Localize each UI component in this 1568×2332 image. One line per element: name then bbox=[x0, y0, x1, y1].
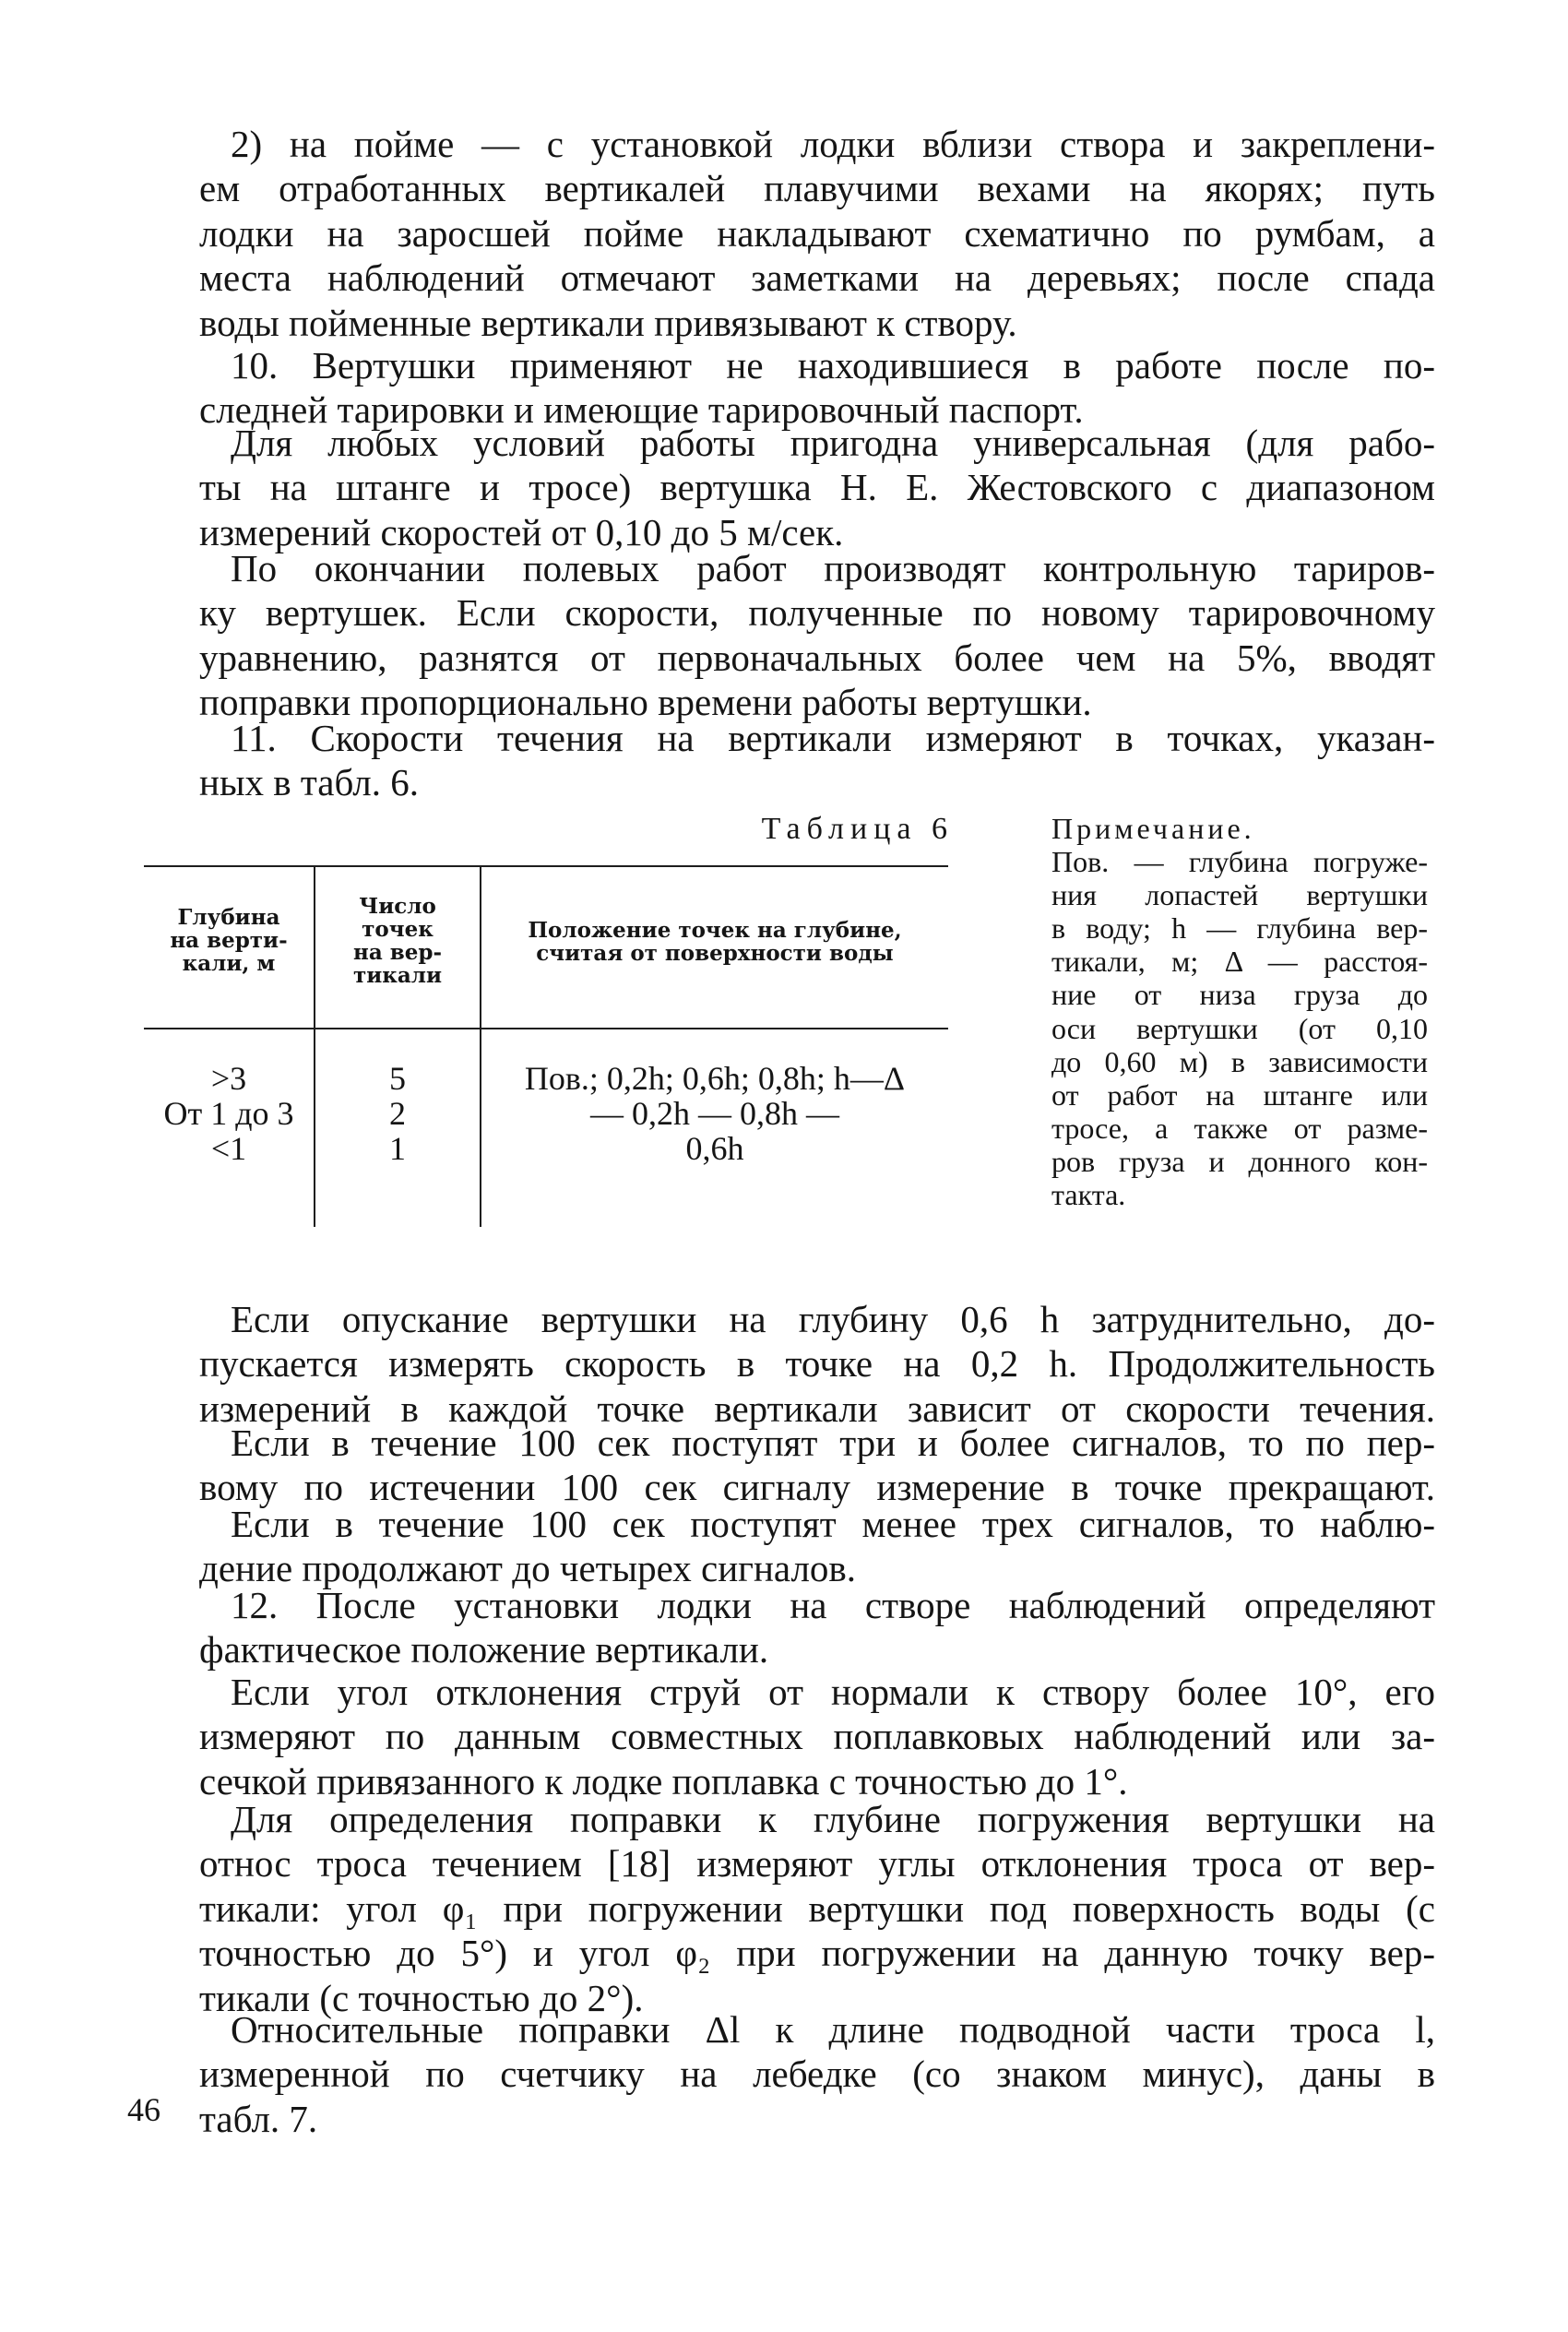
text-line: тикали (с точностью до 2°). bbox=[199, 1976, 644, 2019]
text-line: ем отработанных вертикалей плавучими вехами на якорях; путь bbox=[199, 167, 1435, 210]
text-line: сечкой привязанного к лодке поплавка с точностью до 1°. bbox=[199, 1759, 1128, 1803]
column-count-values bbox=[315, 1061, 480, 1166]
table-rule-top bbox=[144, 865, 948, 867]
text-line: ку вертушек. Если скорости, полученные по новому тарировочному bbox=[199, 591, 1435, 635]
position-value: — 0,2h — 0,8h — bbox=[590, 1095, 839, 1132]
text-line: измеренной по счетчику на лебедке (со знаком минус), даны в bbox=[199, 2052, 1435, 2096]
paragraph-9 bbox=[199, 1583, 1435, 1672]
header-line: Число bbox=[359, 894, 436, 919]
header-line: на верти- bbox=[170, 928, 288, 953]
text-line: 11. Скорости течения на вертикали измеряют в точках, указан- bbox=[231, 717, 1435, 759]
depth-value: <1 bbox=[210, 1130, 247, 1167]
header-line: Глубина bbox=[177, 905, 280, 930]
note-line: до 0,60 м) в зависимости bbox=[1051, 1044, 1428, 1078]
text-line: измерений в каждой точке вертикали зависит от скорости течения. bbox=[199, 1386, 1435, 1430]
note-line: ние от низа груза до bbox=[1051, 978, 1428, 1012]
paragraph-7 bbox=[199, 1421, 1435, 1510]
text-line: 12. После установки лодки на створе наблюдений определяют bbox=[231, 1584, 1435, 1626]
paragraph-2 bbox=[199, 343, 1435, 433]
text-line: относ троса течением [18] измеряют углы отклонения троса от вер- bbox=[199, 1842, 1435, 1886]
text-line: пускается измерять скорость в точке на 0,2 h. Продолжительность bbox=[199, 1342, 1435, 1386]
note-line: ния лопастей вертушки bbox=[1051, 878, 1428, 912]
header-depth bbox=[144, 906, 314, 975]
depth-value: >3 bbox=[210, 1060, 247, 1097]
table-6 bbox=[144, 865, 948, 1227]
text-line: вому по истечении 100 сек сигналу измерение в точке прекращают. bbox=[199, 1466, 1435, 1509]
depth-value: От 1 до 3 bbox=[163, 1095, 294, 1132]
text-line: точностью до 5°) и угол φ₂ при погружении на данную точку вер- bbox=[199, 1932, 1435, 1975]
text-line: табл. 7. bbox=[199, 2097, 318, 2140]
note-line: такта. bbox=[1051, 1178, 1126, 1212]
text-line: следней тарировки и имеющие тарировочный паспорт. bbox=[199, 388, 1084, 432]
text-line: Если опускание вертушки на глубину 0,6 h затруднительно, до- bbox=[231, 1298, 1435, 1340]
note-line: оси вертушки (от 0,10 bbox=[1051, 1011, 1428, 1045]
position-value: 0,6h bbox=[685, 1130, 744, 1167]
table-note bbox=[1051, 812, 1428, 1211]
text-line: Относительные поправки Δl к длине подводной части троса l, bbox=[231, 2008, 1435, 2051]
paragraph-4 bbox=[199, 546, 1435, 725]
table-rule-header bbox=[144, 1028, 948, 1029]
text-line: уравнению, разнятся от первоначальных более чем на 5%, вводят bbox=[199, 636, 1435, 679]
text-line: поправки пропорционально времени работы вертушки. bbox=[199, 681, 1092, 724]
count-value: 1 bbox=[389, 1130, 406, 1167]
text-line: 2) на пойме — с установкой лодки вблизи створа и закреплени- bbox=[231, 123, 1435, 165]
table-caption: Таблица 6 bbox=[761, 812, 954, 846]
text-line: ты на штанге и тросе) вертушка Н. Е. Жестовского с диапазоном bbox=[199, 466, 1435, 509]
text-line: дение продолжают до четырех сигналов. bbox=[199, 1547, 857, 1590]
text-line: Если в течение 100 сек поступят три и более сигналов, то по пер- bbox=[231, 1422, 1435, 1464]
header-line: считая от поверхности воды bbox=[536, 941, 894, 966]
column-position-values bbox=[481, 1061, 948, 1166]
text-line: измеряют по данным совместных поплавковых наблюдений или за- bbox=[199, 1715, 1435, 1758]
paragraph-6 bbox=[199, 1297, 1435, 1431]
count-value: 2 bbox=[389, 1095, 406, 1132]
text-line: ных в табл. 6. bbox=[199, 761, 420, 804]
paragraph-10 bbox=[199, 1670, 1435, 1803]
paragraph-8 bbox=[199, 1502, 1435, 1591]
note-line: Пов. — глубина погруже- bbox=[1051, 845, 1428, 879]
header-count bbox=[315, 895, 480, 987]
paragraph-3 bbox=[199, 421, 1435, 554]
text-line: лодки на заросшей пойме накладывают схематично по румбам, а bbox=[199, 211, 1435, 255]
text-line: измерений скоростей от 0,10 до 5 м/сек. bbox=[199, 510, 844, 553]
paragraph-5 bbox=[199, 716, 1435, 805]
text-line: Если в течение 100 сек поступят менее трех сигналов, то наблю- bbox=[231, 1503, 1435, 1545]
column-depth-values bbox=[144, 1061, 314, 1166]
position-value: Пов.; 0,2h; 0,6h; 0,8h; h—Δ bbox=[524, 1060, 906, 1097]
header-line: кали, м bbox=[182, 951, 276, 976]
header-line: точек bbox=[362, 917, 434, 942]
text-line: 10. Вертушки применяют не находившиеся в работе после по- bbox=[231, 344, 1435, 387]
note-line: тикали, м; Δ — расстоя- bbox=[1051, 945, 1428, 979]
text-line: Для любых условий работы пригодна универсальная (для рабо- bbox=[231, 422, 1435, 464]
header-position bbox=[481, 919, 948, 965]
text-line: По окончании полевых работ производят контрольную тариров- bbox=[231, 547, 1435, 589]
paragraph-1 bbox=[199, 122, 1435, 345]
header-line: тикали bbox=[352, 963, 443, 988]
note-line: в воду; h — глубина вер- bbox=[1051, 911, 1428, 946]
page-number: 46 bbox=[127, 2091, 160, 2128]
text-line: тикали: угол φ₁ при погружении вертушки под поверхность воды (с bbox=[199, 1886, 1435, 1930]
paragraph-12 bbox=[199, 2007, 1435, 2141]
text-line: Для определения поправки к глубине погружения вертушки на bbox=[231, 1798, 1435, 1840]
header-line: Положение точек на глубине, bbox=[528, 918, 902, 943]
count-value: 5 bbox=[389, 1060, 406, 1097]
note-line: ров груза и донного кон- bbox=[1051, 1144, 1428, 1178]
header-line: на вер- bbox=[353, 940, 442, 965]
note-line: тросе, а также от разме- bbox=[1051, 1111, 1428, 1145]
paragraph-11 bbox=[199, 1797, 1435, 2020]
text-line: Если угол отклонения струй от нормали к створу более 10°, его bbox=[231, 1671, 1435, 1713]
text-line: воды пойменные вертикали привязывают к створу. bbox=[199, 301, 1017, 344]
note-title: Примечание. bbox=[1051, 812, 1255, 845]
text-line: места наблюдений отмечают заметками на деревьях; после спада bbox=[199, 256, 1435, 300]
text-line: фактическое положение вертикали. bbox=[199, 1628, 769, 1672]
note-line: от работ на штанге или bbox=[1051, 1077, 1428, 1112]
